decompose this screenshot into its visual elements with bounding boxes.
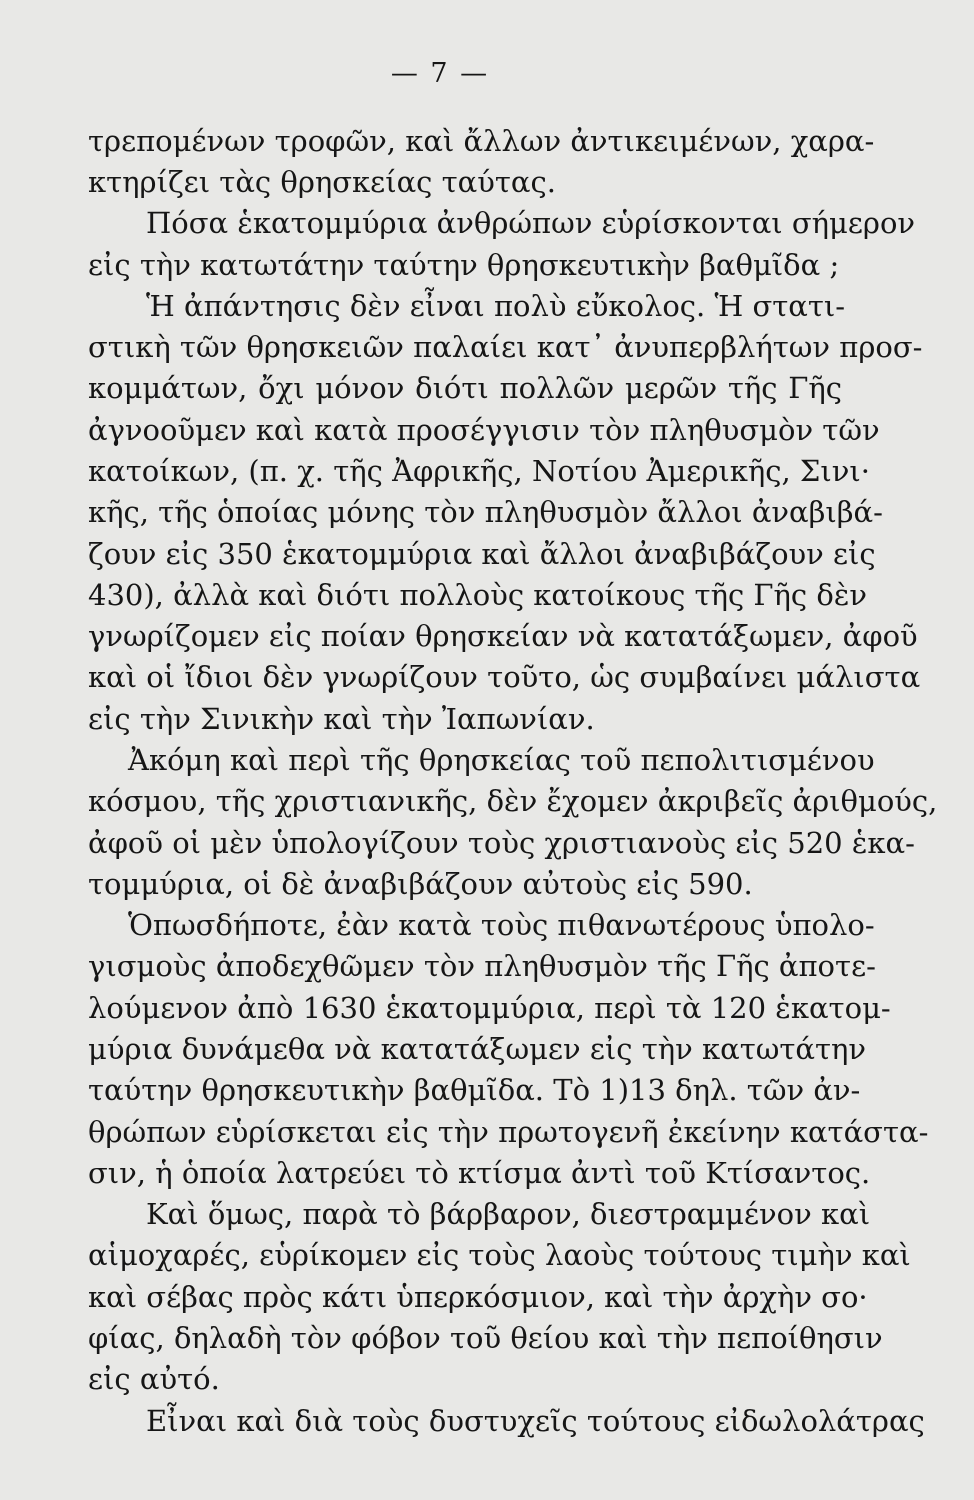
text-line: κατοίκων, (π. χ. τῆς Ἀφρικῆς, Νοτίου Ἀμερικῆς, Σινι·: [88, 454, 871, 488]
text-line: φίας, δηλαδὴ τὸν φόβον τοῦ θείου καὶ τὴν πεποίθησιν: [88, 1321, 883, 1355]
text-line: ζουν εἰς 350 ἑκατομμύρια καὶ ἄλλοι ἀναβιβάζουν εἰς: [88, 537, 876, 571]
text-line: κτηρίζει τὰς θρησκείας ταύτας.: [88, 165, 556, 199]
text-line: γισμοὺς ἀποδεχθῶμεν τὸν πληθυσμὸν τῆς Γῆς ἀποτε-: [88, 949, 876, 983]
text-line: Ὁπωσδήποτε, ἐὰν κατὰ τοὺς πιθανωτέρους ὑπολο-: [128, 908, 875, 942]
page-number: — 7 —: [390, 58, 490, 89]
text-line: κομμάτων, ὄχι μόνον διότι πολλῶν μερῶν τῆς Γῆς: [88, 371, 842, 405]
text-line: εἰς τὴν Σινικὴν καὶ τὴν Ἰαπωνίαν.: [88, 702, 595, 736]
text-line: στικὴ τῶν θρησκειῶν παλαίει κατ᾽ ἀνυπερβλήτων προσ-: [88, 330, 923, 364]
text-line: καὶ οἱ ἴδιοι δὲν γνωρίζουν τοῦτο, ὡς συμβαίνει μάλιστα: [88, 660, 921, 694]
text-line: κῆς, τῆς ὁποίας μόνης τὸν πληθυσμὸν ἄλλοι ἀναβιβά-: [88, 495, 883, 529]
text-line: Ἡ ἀπάντησις δὲν εἶναι πολὺ εὔκολος. Ἡ στατι-: [146, 289, 846, 323]
text-line: Καὶ ὅμως, παρὰ τὸ βάρβαρον, διεστραμμένον καὶ: [146, 1197, 871, 1231]
text-line: ἀφοῦ οἱ μὲν ὑπολογίζουν τοὺς χριστιανοὺς εἰς 520 ἑκα-: [88, 826, 915, 860]
text-line: κόσμου, τῆς χριστιανικῆς, δὲν ἔχομεν ἀκριβεῖς ἀριθμούς,: [88, 784, 938, 818]
text-line: Ἀκόμη καὶ περὶ τῆς θρησκείας τοῦ πεπολιτισμένου: [128, 743, 875, 777]
text-line: ταύτην θρησκευτικὴν βαθμῖδα. Τὸ 1)13 δηλ. τῶν ἀν-: [88, 1073, 861, 1107]
text-line: λούμενον ἀπὸ 1630 ἑκατομμύρια, περὶ τὰ 120 ἑκατομ-: [88, 991, 891, 1025]
text-line: καὶ σέβας πρὸς κάτι ὑπερκόσμιον, καὶ τὴν ἀρχὴν σο·: [88, 1280, 868, 1314]
text-line: τομμύρια, οἱ δὲ ἀναβιβάζουν αὐτοὺς εἰς 590.: [88, 867, 753, 901]
text-line: μύρια δυνάμεθα νὰ κατατάξωμεν εἰς τὴν κατωτάτην: [88, 1032, 867, 1066]
text-line: αἱμοχαρές, εὑρίκομεν εἰς τοὺς λαοὺς τούτους τιμὴν καὶ: [88, 1238, 911, 1272]
text-line: γνωρίζομεν εἰς ποίαν θρησκείαν νὰ κατατάξωμεν, ἀφοῦ: [88, 619, 918, 653]
text-line: εἰς αὐτό.: [88, 1362, 220, 1396]
text-line: Πόσα ἑκατομμύρια ἀνθρώπων εὑρίσκονται σήμερον: [146, 206, 916, 240]
text-line: εἰς τὴν κατωτάτην ταύτην θρησκευτικὴν βαθμῖδα ;: [88, 248, 840, 282]
text-line: τρεπομένων τροφῶν, καὶ ἄλλων ἀντικειμένων, χαρα-: [88, 124, 875, 158]
text-line: σιν, ἡ ὁποία λατρεύει τὸ κτίσμα ἀντὶ τοῦ Κτίσαντος.: [88, 1156, 871, 1190]
text-line: ἀγνοοῦμεν καὶ κατὰ προσέγγισιν τὸν πληθυσμὸν τῶν: [88, 413, 880, 447]
text-line: θρώπων εὑρίσκεται εἰς τὴν πρωτογενῆ ἐκείνην κατάστα-: [88, 1115, 929, 1149]
text-line: 430), ἀλλὰ καὶ διότι πολλοὺς κατοίκους τῆς Γῆς δὲν: [88, 578, 868, 612]
text-line: Εἶναι καὶ διὰ τοὺς δυστυχεῖς τούτους εἰδωλολάτρας: [146, 1404, 925, 1438]
